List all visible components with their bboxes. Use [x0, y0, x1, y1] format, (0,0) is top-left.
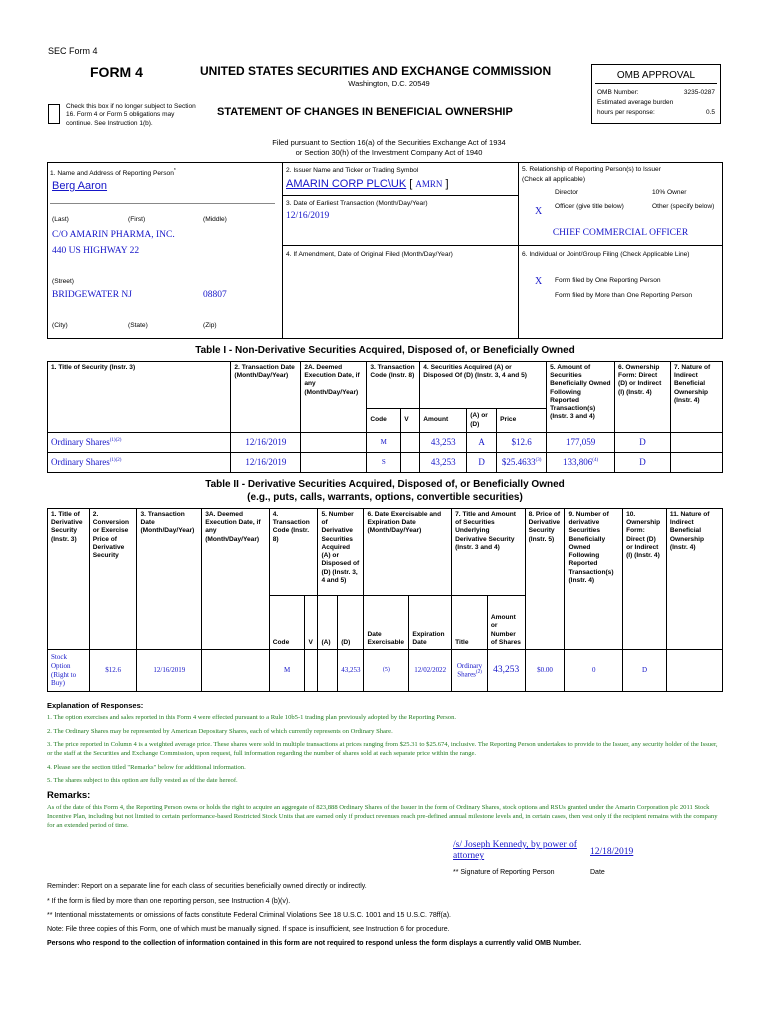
t1-h-amount: Amount	[420, 409, 467, 433]
t1-r1-owned: 133,806$^{(4)}$	[547, 453, 615, 473]
earliest-date-value: 12/16/2019	[286, 211, 330, 221]
t2-r0-u-amount: 43,253	[487, 650, 525, 692]
t2-h-date-ex: Date Exercisable	[364, 596, 409, 650]
t2-h-owned: 9. Number of derivative Securities Beneficially Owned Following Reported Transaction(s) (Instr. 4)	[565, 509, 623, 650]
sec-form-label: SEC Form 4	[48, 46, 98, 56]
t2-h-d: (D)	[338, 596, 364, 650]
zip-value: 08807	[203, 290, 227, 300]
t2-h-u-title: Title	[452, 596, 488, 650]
earliest-date-label: 3. Date of Earliest Transaction (Month/Day/Year)	[286, 200, 428, 207]
issuer-name-row: AMARIN CORP PLC\UK [ AMRN ]	[286, 178, 449, 190]
t2-h-code-sub: Code	[269, 596, 305, 650]
footnote-3: 3. The price reported in Column 4 is a weighted average price. These shares were sold in multiple transactions at prices ranging from $25.31 to $25.674, inclusive. The Reporting Person undertakes to provide to the Issuer, any security holder of the Issuer, or the staff at the Securities and Exchange Commission, upon request, full information regarding the number of shares sold at each separate price within the range.	[47, 741, 718, 757]
reporting-person-name[interactable]: Berg Aaron	[52, 180, 108, 192]
table1	[47, 361, 723, 473]
last-label: (Last)	[52, 216, 69, 223]
footer-note-2: ** Intentional misstatements or omissions of facts constitute Federal Criminal Violations See 18 U.S.C. 1001 and 15 U.S.C. 78ff(a).	[47, 912, 451, 919]
t1-r1-date: 12/16/2019	[231, 453, 301, 473]
signature-date: 12/18/2019	[590, 847, 634, 857]
t1-r1-amount: 43,253	[420, 453, 467, 473]
t2-r0-d: 43,253	[338, 650, 364, 692]
reminder-text: Reminder: Report on a separate line for each class of securities beneficially owned directly or indirectly.	[47, 883, 367, 890]
t2-r0-nature	[666, 650, 722, 692]
t1-r1-price: $25.4633$^{(3)}$	[497, 453, 547, 473]
t1-r1-ad: D	[467, 453, 497, 473]
officer-checkmark[interactable]: X	[535, 206, 543, 217]
omb-hours-value: 0.5	[705, 109, 715, 116]
footnote-4: 4. Please see the section titled "Remarks" below for additional information.	[47, 764, 246, 771]
t1-r0-v	[401, 433, 420, 453]
table-row	[48, 453, 723, 473]
footnote-2: 2. The Ordinary Shares may be represented by American Depositary Shares, each of which currently represents on Ordinary Share.	[47, 728, 393, 735]
t1-r0-code: M	[367, 433, 401, 453]
t1-r1-title: Ordinary Shares$^{(1)(2)}$	[48, 453, 231, 473]
t1-r0-price: $12.6	[497, 433, 547, 453]
commission-title: UNITED STATES SECURITIES AND EXCHANGE COMMISSION	[200, 64, 552, 78]
t2-h-date: 3. Transaction Date (Month/Day/Year)	[137, 509, 202, 650]
table2-title-1: Table II - Derivative Securities Acquired, Disposed of, or Beneficially Owned	[205, 479, 565, 490]
issuer-ticker: AMRN	[415, 179, 443, 189]
t2-r0-price: $0.00	[525, 650, 565, 692]
t1-r1-nature	[670, 453, 722, 473]
t2-r0-code: M	[269, 650, 305, 692]
relationship-label: 5. Relationship of Reporting Person(s) to Issuer	[522, 166, 661, 173]
t2-h-underlying: 7. Title and Amount of Securities Underlying Derivative Security (Instr. 3 and 4)	[452, 509, 525, 596]
street-label: (Street)	[52, 278, 74, 285]
table1-title: Table I - Non-Derivative Securities Acquired, Disposed of, or Beneficially Owned	[195, 345, 575, 356]
t2-h-nature: 11. Nature of Indirect Beneficial Ownership (Instr. 4)	[666, 509, 722, 650]
t2-h-price: 8. Price of Derivative Security (Instr. 5)	[525, 509, 565, 650]
t1-h-ad: (A) or (D)	[467, 409, 497, 433]
city-value: BRIDGEWATER NJ	[52, 290, 132, 300]
no-longer-subject-checkbox[interactable]	[48, 104, 60, 124]
t1-r1-code: S	[367, 453, 401, 473]
checkbox-text: Check this box if no longer subject to Section 16. Form 4 or Form 5 obligations may continue. See Instruction 1(b).	[66, 103, 196, 127]
other-label: Other (specify below)	[652, 203, 715, 210]
t1-r0-ad: A	[467, 433, 497, 453]
omb-number-value: 3235-0287	[683, 89, 715, 96]
middle-label: (Middle)	[203, 216, 227, 223]
omb-number-label: OMB Number:	[597, 89, 639, 96]
t2-r0-form: D	[623, 650, 667, 692]
t1-r0-deemed	[301, 433, 367, 453]
omb-title: OMB APPROVAL	[595, 68, 717, 84]
t2-r0-exercisable: (5)	[364, 650, 409, 692]
t2-h-conv: 2. Conversion or Exercise Price of Derivative Security	[89, 509, 137, 650]
omb-approval-box	[591, 64, 721, 124]
t1-r1-deemed	[301, 453, 367, 473]
footer-note-3: Note: File three copies of this Form, one of which must be manually signed. If space is insufficient, see Instruction 6 for procedure.	[47, 926, 450, 933]
t2-r0-date: 12/16/2019	[137, 650, 202, 692]
persons-notice: Persons who respond to the collection of information contained in this form are not required to respond unless the form displays a currently valid OMB Number.	[47, 940, 582, 947]
t1-h-amount-owned: 5. Amount of Securities Beneficially Owned Following Reported Transaction(s) (Instr. 3 and 4)	[547, 362, 615, 433]
t1-h-acquired: 4. Securities Acquired (A) or Disposed Of (D) (Instr. 3, 4 and 5)	[420, 362, 547, 409]
filing-label: 6. Individual or Joint/Group Filing (Check Applicable Line)	[522, 251, 690, 258]
issuer-label: 2. Issuer Name and Ticker or Trading Symbol	[286, 167, 419, 174]
t1-h-code-sub: Code	[367, 409, 401, 433]
t2-h-u-amount: Amount or Number of Shares	[487, 596, 525, 650]
t2-r0-title: Stock Option (Right to Buy)	[48, 650, 90, 692]
t2-r0-expiration: 12/02/2022	[409, 650, 452, 692]
t2-h-exercisable: 6. Date Exercisable and Expiration Date (Month/Day/Year)	[364, 509, 452, 596]
table-row	[48, 433, 723, 453]
omb-burden-label: Estimated average burden	[597, 99, 674, 106]
reporting-person-label: 1. Name and Address of Reporting Person*	[50, 168, 176, 178]
issuer-name[interactable]: AMARIN CORP PLC\UK	[286, 178, 407, 190]
table-row	[48, 650, 723, 692]
t2-h-number: 5. Number of Derivative Securities Acquired (A) or Disposed of (D) (Instr. 3, 4 and 5)	[318, 509, 364, 596]
statement-title: STATEMENT OF CHANGES IN BENEFICIAL OWNERSHIP	[217, 106, 513, 118]
remarks-title: Remarks:	[47, 790, 91, 801]
t2-r0-conv: $12.6	[89, 650, 137, 692]
omb-hours-row	[592, 107, 720, 118]
t2-h-code: 4. Transaction Code (Instr. 8)	[269, 509, 318, 596]
t2-r0-v	[305, 650, 318, 692]
more-person-label: Form filed by More than One Reporting Person	[555, 292, 693, 299]
t2-r0-a	[318, 650, 338, 692]
t2-r0-deemed	[202, 650, 270, 692]
first-label: (First)	[128, 216, 146, 223]
t1-r0-title: Ordinary Shares$^{(1)(2)}$	[48, 433, 231, 453]
t1-h-v: V	[401, 409, 420, 433]
one-person-checkmark[interactable]: X	[535, 276, 543, 287]
location: Washington, D.C. 20549	[348, 79, 430, 88]
t1-r0-owned: 177,059	[547, 433, 615, 453]
remarks-text: As of the date of this Form 4, the Reporting Person owns or holds the right to acquire an aggregate of 823,888 Ordinary Shares of the Issuer in the form of Ordinary Shares, stock options and RSUs granted under the Amarin Corporation plc 2011 Stock Incentive Plan, including but not limited to certain performance-based Restricted Stock Units that are earned only if product revenues reach pre-defined annual milestone levels and, in certain cases, then vest only if the recipient remains with the company for an extended period of time.	[47, 804, 718, 829]
zip-label: (Zip)	[203, 322, 217, 329]
one-person-label: Form filed by One Reporting Person	[555, 277, 661, 284]
t2-h-ownership: 10. Ownership Form: Direct (D) or Indirect (I) (Instr. 4)	[623, 509, 667, 650]
officer-title: CHIEF COMMERCIAL OFFICER	[552, 228, 689, 238]
t2-h-exp: Expiration Date	[409, 596, 452, 650]
footnote-1: 1. The option exercises and sales reported in this Form 4 were effected pursuant to a Rule 10b5-1 trading plan previously adopted by the Reporting Person.	[47, 714, 457, 721]
filed-line-2: or Section 30(h) of the Investment Company Act of 1940	[295, 148, 483, 157]
city-label: (City)	[52, 322, 68, 329]
t2-h-a: (A)	[318, 596, 338, 650]
date-label: Date	[590, 869, 605, 876]
t2-r0-u-title: Ordinary Shares$^{(2)}$	[452, 650, 488, 692]
explanation-title: Explanation of Responses:	[47, 701, 144, 710]
signature-label: ** Signature of Reporting Person	[453, 869, 555, 876]
address-line-2: 440 US HIGHWAY 22	[52, 246, 140, 256]
table2-title-2: (e.g., puts, calls, warrants, options, convertible securities)	[247, 492, 523, 503]
omb-hours-label: hours per response:	[597, 109, 655, 116]
omb-number-row	[592, 87, 720, 98]
t1-r0-nature	[670, 433, 722, 453]
t2-h-deemed: 3A. Deemed Execution Date, if any (Month/Day/Year)	[202, 509, 270, 650]
relationship-label-2: (Check all applicable)	[522, 176, 586, 183]
footer-note-1: * If the form is filed by more than one reporting person, see Instruction 4 (b)(v).	[47, 898, 291, 905]
director-label: Director	[555, 189, 579, 196]
address-line-1: C/O AMARIN PHARMA, INC.	[52, 230, 175, 240]
t1-r1-v	[401, 453, 420, 473]
t1-h-nature: 7. Nature of Indirect Beneficial Ownership (Instr. 4)	[670, 362, 722, 433]
t1-h-price: Price	[497, 409, 547, 433]
owner-label: 10% Owner	[652, 189, 687, 196]
state-label: (State)	[128, 322, 148, 329]
t1-h-date: 2. Transaction Date (Month/Day/Year)	[231, 362, 301, 433]
t2-r0-owned: 0	[565, 650, 623, 692]
form-title: FORM 4	[90, 64, 143, 80]
t1-r1-form: D	[615, 453, 671, 473]
t2-h-v: V	[305, 596, 318, 650]
t1-h-code: 3. Transaction Code (Instr. 8)	[367, 362, 420, 409]
t1-r0-form: D	[615, 433, 671, 453]
t2-h-title: 1. Title of Derivative Security (Instr. 3)	[48, 509, 90, 650]
t1-r0-date: 12/16/2019	[231, 433, 301, 453]
footnote-5: 5. The shares subject to this option are fully vested as of the date hereof.	[47, 777, 238, 784]
amendment-label: 4. If Amendment, Date of Original Filed (Month/Day/Year)	[286, 251, 453, 258]
officer-label: Officer (give title below)	[555, 203, 624, 210]
t1-h-deemed: 2A. Deemed Execution Date, if any (Month/Day/Year)	[301, 362, 367, 433]
signature-name[interactable]: /s/ Joseph Kennedy, by power of attorney	[453, 840, 577, 862]
t1-h-title: 1. Title of Security (Instr. 3)	[48, 362, 231, 433]
t1-r0-amount: 43,253	[420, 433, 467, 453]
table2	[47, 508, 723, 692]
filed-line-1: Filed pursuant to Section 16(a) of the Securities Exchange Act of 1934	[272, 138, 506, 147]
t1-h-ownership: 6. Ownership Form: Direct (D) or Indirect (I) (Instr. 4)	[615, 362, 671, 433]
